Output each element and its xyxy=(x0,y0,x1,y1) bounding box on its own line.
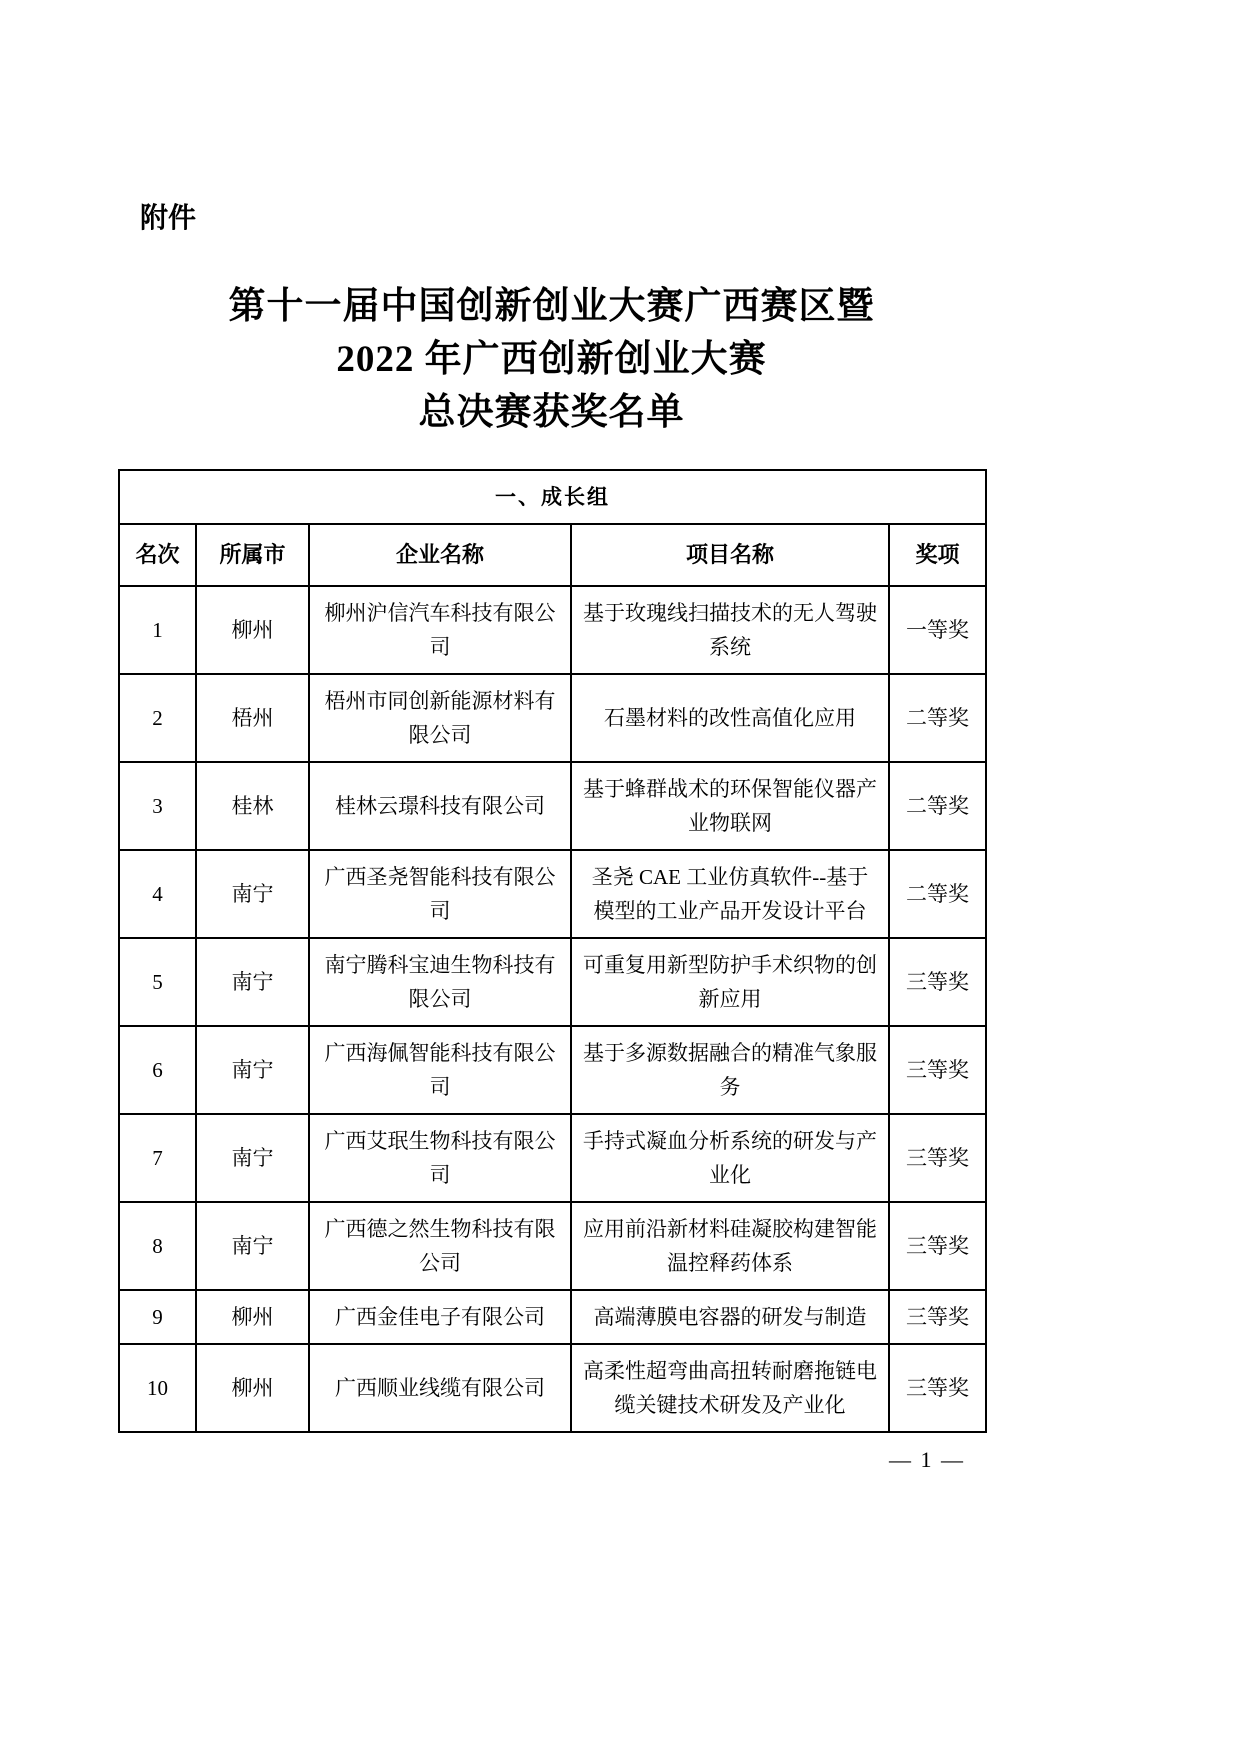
cell-rank: 4 xyxy=(119,850,196,938)
cell-project: 手持式凝血分析系统的研发与产业化 xyxy=(571,1114,889,1202)
table-row xyxy=(119,938,986,1026)
document-content xyxy=(118,196,985,1473)
table-row xyxy=(119,1026,986,1114)
table-row xyxy=(119,1114,986,1202)
cell-award: 三等奖 xyxy=(889,1114,986,1202)
table-row xyxy=(119,586,986,674)
table-row xyxy=(119,850,986,938)
cell-award: 二等奖 xyxy=(889,674,986,762)
table-row xyxy=(119,1344,986,1432)
cell-company: 南宁腾科宝迪生物科技有限公司 xyxy=(309,938,571,1026)
table-row xyxy=(119,1290,986,1344)
cell-rank: 3 xyxy=(119,762,196,850)
cell-city: 桂林 xyxy=(196,762,309,850)
column-header-award: 奖项 xyxy=(889,524,986,586)
cell-award: 三等奖 xyxy=(889,1344,986,1432)
cell-city: 柳州 xyxy=(196,586,309,674)
cell-city: 柳州 xyxy=(196,1290,309,1344)
title-line-2: 2022 年广西创新创业大赛 xyxy=(336,339,767,380)
group-header: 一、成长组 xyxy=(119,470,986,524)
cell-city: 南宁 xyxy=(196,938,309,1026)
cell-project: 应用前沿新材料硅凝胶构建智能温控释药体系 xyxy=(571,1202,889,1290)
column-header-city: 所属市 xyxy=(196,524,309,586)
cell-company: 桂林云璟科技有限公司 xyxy=(309,762,571,850)
cell-project: 可重复用新型防护手术织物的创新应用 xyxy=(571,938,889,1026)
cell-rank: 1 xyxy=(119,586,196,674)
title-line-1: 第十一届中国创新创业大赛广西赛区暨 xyxy=(228,286,875,327)
cell-company: 广西德之然生物科技有限公司 xyxy=(309,1202,571,1290)
cell-award: 二等奖 xyxy=(889,850,986,938)
cell-rank: 7 xyxy=(119,1114,196,1202)
cell-company: 广西圣尧智能科技有限公司 xyxy=(309,850,571,938)
cell-city: 南宁 xyxy=(196,1026,309,1114)
cell-rank: 2 xyxy=(119,674,196,762)
column-header-rank: 名次 xyxy=(119,524,196,586)
cell-project: 高端薄膜电容器的研发与制造 xyxy=(571,1290,889,1344)
cell-award: 三等奖 xyxy=(889,1202,986,1290)
cell-city: 南宁 xyxy=(196,850,309,938)
column-header-project: 项目名称 xyxy=(571,524,889,586)
cell-city: 柳州 xyxy=(196,1344,309,1432)
title-line-3: 总决赛获奖名单 xyxy=(418,392,685,433)
cell-rank: 10 xyxy=(119,1344,196,1432)
cell-company: 广西艾珉生物科技有限公司 xyxy=(309,1114,571,1202)
table-row xyxy=(119,1202,986,1290)
cell-city: 梧州 xyxy=(196,674,309,762)
document-title xyxy=(118,280,985,439)
cell-award: 三等奖 xyxy=(889,938,986,1026)
cell-company: 广西顺业线缆有限公司 xyxy=(309,1344,571,1432)
cell-rank: 6 xyxy=(119,1026,196,1114)
column-header-company: 企业名称 xyxy=(309,524,571,586)
table-row xyxy=(119,762,986,850)
cell-award: 二等奖 xyxy=(889,762,986,850)
cell-company: 柳州沪信汽车科技有限公司 xyxy=(309,586,571,674)
cell-company: 梧州市同创新能源材料有限公司 xyxy=(309,674,571,762)
cell-project: 基于玫瑰线扫描技术的无人驾驶系统 xyxy=(571,586,889,674)
awards-table xyxy=(118,469,987,1433)
cell-project: 石墨材料的改性高值化应用 xyxy=(571,674,889,762)
group-header-row xyxy=(119,470,986,524)
cell-award: 一等奖 xyxy=(889,586,986,674)
cell-rank: 8 xyxy=(119,1202,196,1290)
cell-rank: 9 xyxy=(119,1290,196,1344)
attachment-label: 附件 xyxy=(140,202,197,233)
cell-award: 三等奖 xyxy=(889,1290,986,1344)
cell-city: 南宁 xyxy=(196,1202,309,1290)
cell-project: 基于蜂群战术的环保智能仪器产业物联网 xyxy=(571,762,889,850)
cell-project: 基于多源数据融合的精准气象服务 xyxy=(571,1026,889,1114)
page-number: — 1 — xyxy=(889,1447,965,1472)
awards-table-body xyxy=(119,586,986,1432)
cell-company: 广西金佳电子有限公司 xyxy=(309,1290,571,1344)
table-row xyxy=(119,674,986,762)
cell-company: 广西海佩智能科技有限公司 xyxy=(309,1026,571,1114)
cell-project: 圣尧 CAE 工业仿真软件--基于模型的工业产品开发设计平台 xyxy=(571,850,889,938)
cell-rank: 5 xyxy=(119,938,196,1026)
cell-project: 高柔性超弯曲高扭转耐磨拖链电缆关键技术研发及产业化 xyxy=(571,1344,889,1432)
column-header-row xyxy=(119,524,986,586)
cell-city: 南宁 xyxy=(196,1114,309,1202)
cell-award: 三等奖 xyxy=(889,1026,986,1114)
